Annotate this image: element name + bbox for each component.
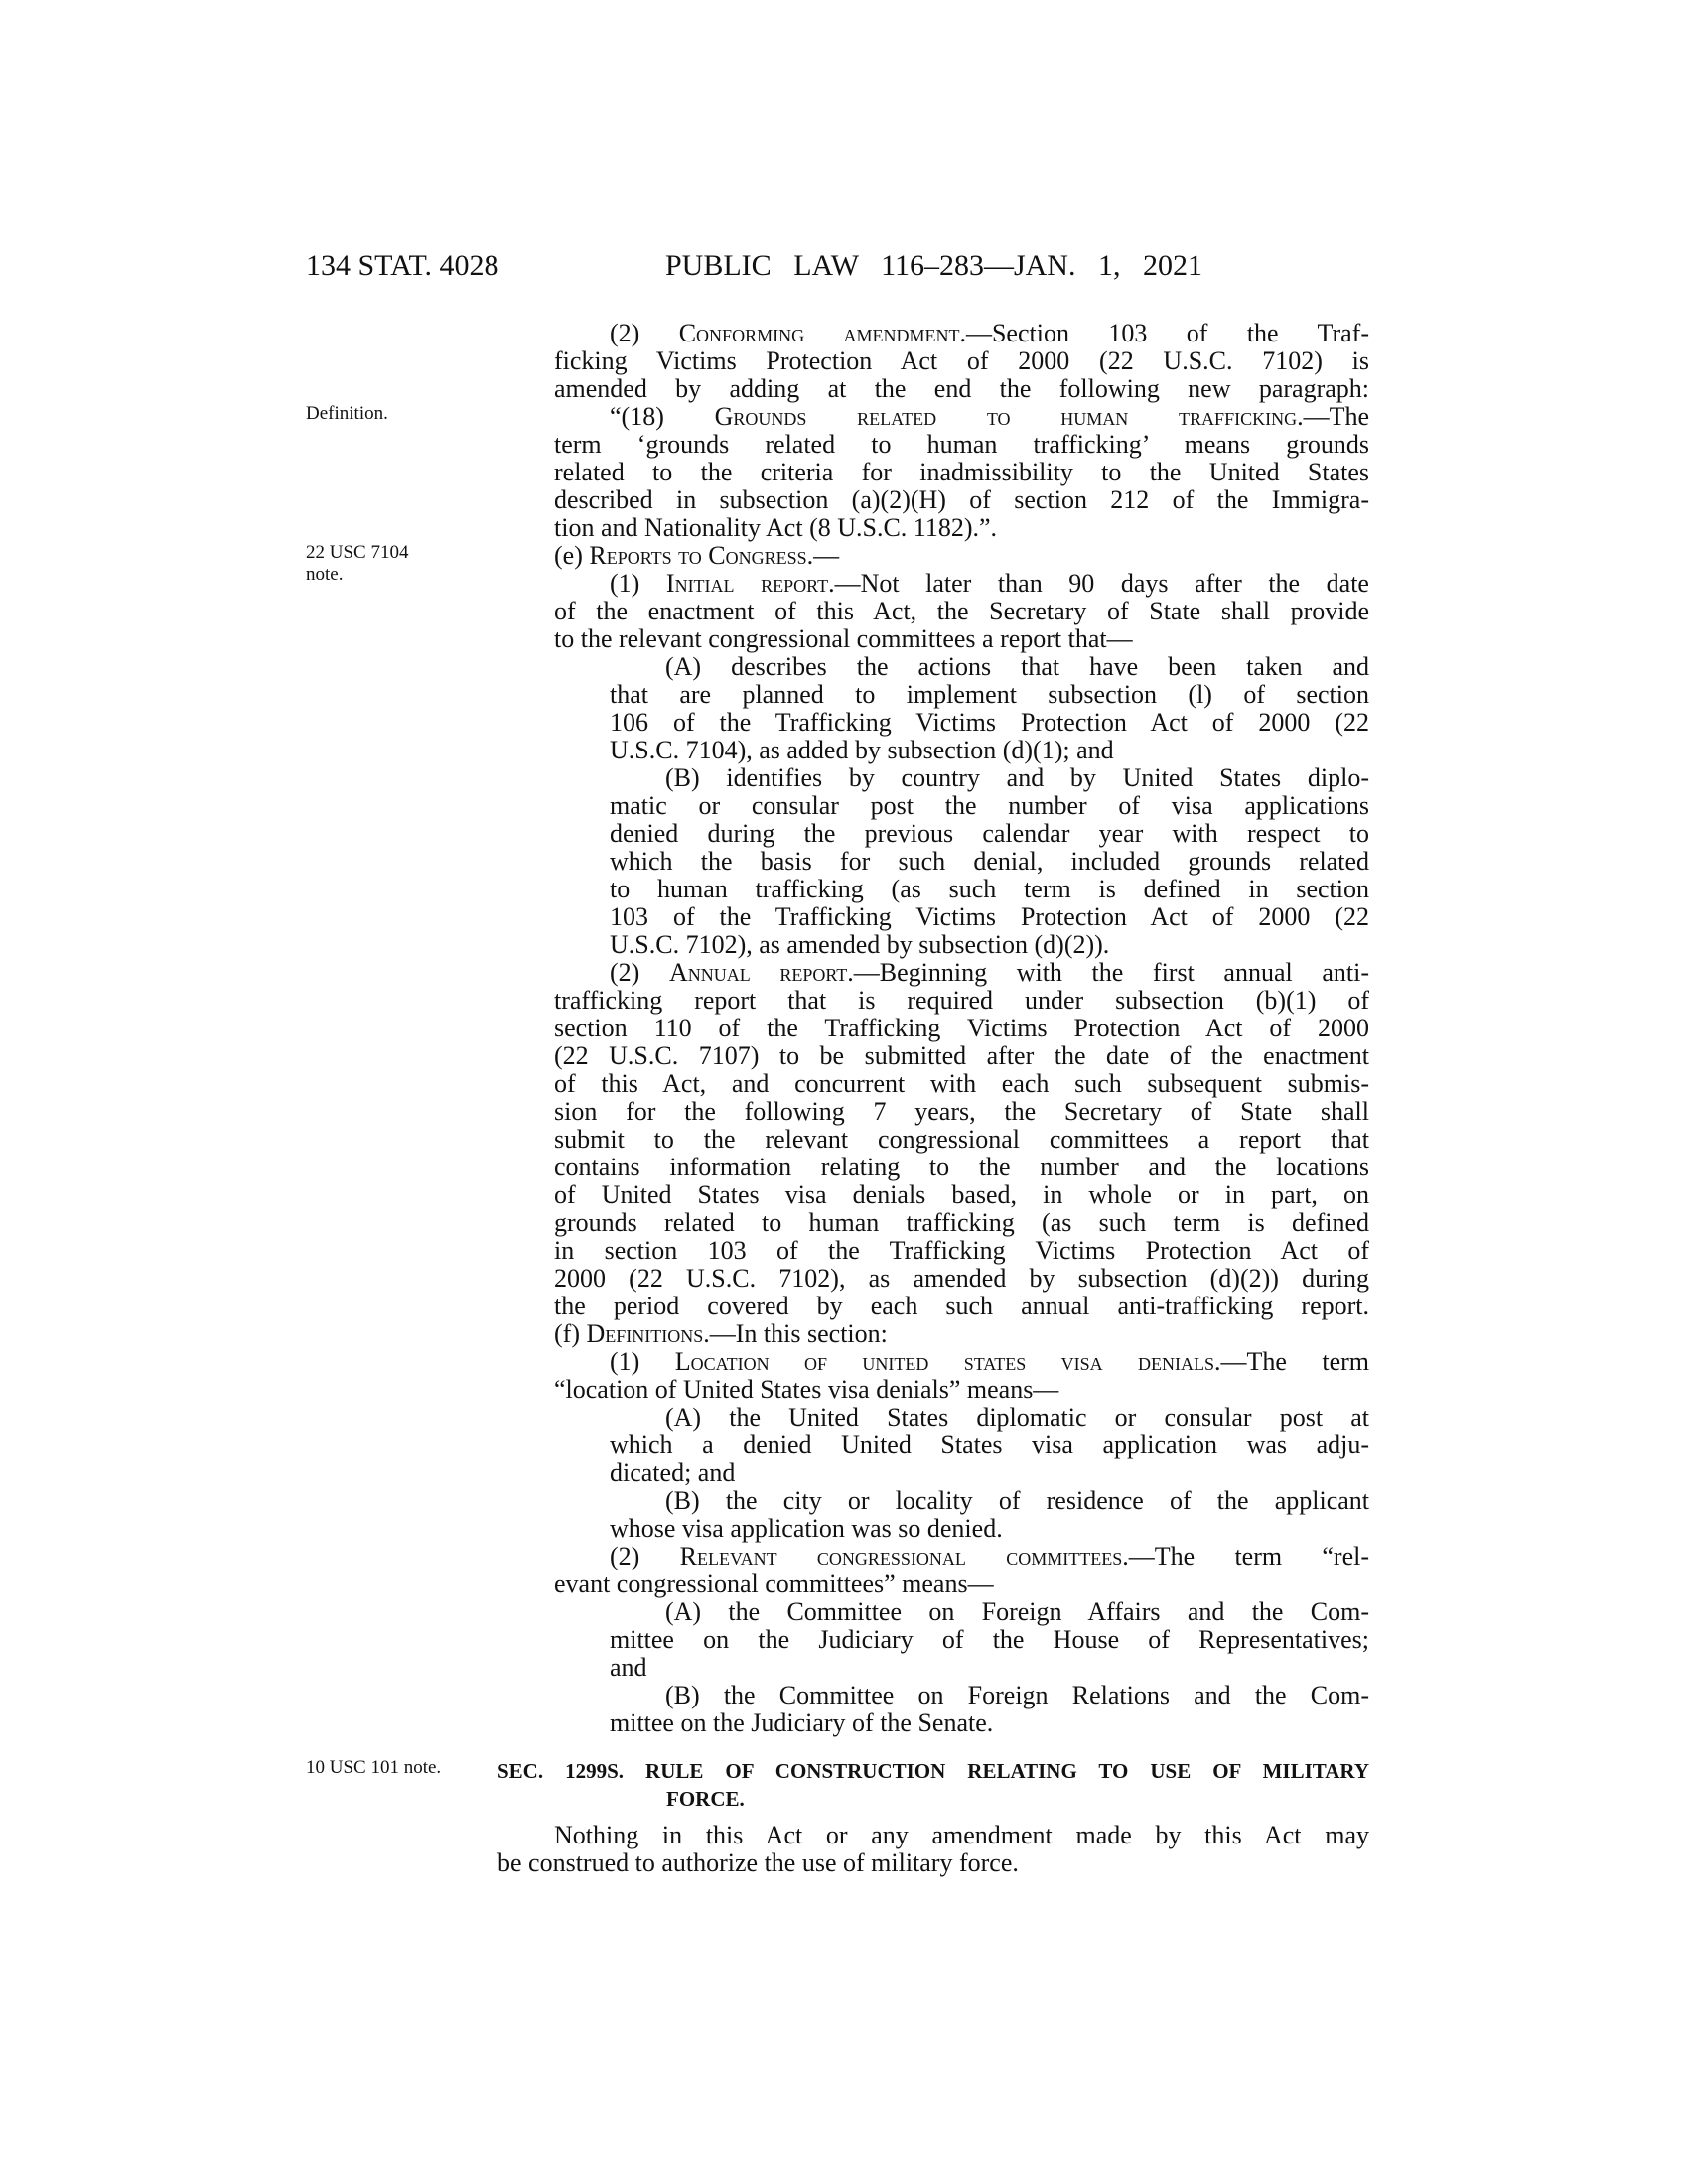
text-line: grounds related to human trafficking (as such term is defined [554,1208,1369,1237]
text-line: Nothing in this Act or any amendment made by this Act may [554,1821,1369,1849]
text-line: term ‘grounds related to human trafficking’ means grounds [554,430,1369,459]
text-line: 2000 (22 U.S.C. 7102), as amended by subsection (d)(2)) during [554,1264,1369,1293]
text-line: in section 103 of the Trafficking Victims Protection Act of [554,1236,1369,1265]
text-line: sion for the following 7 years, the Secretary of State shall [554,1097,1369,1126]
text-line: (1) Location of united states visa denials.—The term [610,1347,1369,1376]
text-line: of United States visa denials based, in whole or in part, on [554,1180,1369,1209]
text-line: the period covered by each such annual anti-trafficking report. [554,1292,1369,1320]
margin-note-usc: 22 USC 7104 [306,542,409,563]
text-line: (B) the Committee on Foreign Relations and the Com- [665,1681,1369,1709]
text-line: described in subsection (a)(2)(H) of section 212 of the Immigra- [554,485,1369,514]
text-line: matic or consular post the number of visa applications [610,791,1369,820]
text-line: 106 of the Trafficking Victims Protection Act of 2000 (22 [610,708,1369,737]
text-line: which a denied United States visa application was adju- [610,1431,1369,1459]
text-line: of this Act, and concurrent with each such subsequent submis- [554,1069,1369,1098]
text-line: dicated; and [610,1458,736,1487]
running-head: PUBLIC LAW 116–283—JAN. 1, 2021 [665,249,1202,282]
text-line: and [610,1653,647,1682]
section-heading-line: SEC. 1299S. RULE OF CONSTRUCTION RELATING TO USE OF MILITARY [497,1759,1369,1783]
text-line: 103 of the Trafficking Victims Protection Act of 2000 (22 [610,902,1369,931]
text-line: ficking Victims Protection Act of 2000 (22 U.S.C. 7102) is [554,346,1369,375]
text-line: mittee on the Judiciary of the Senate. [610,1708,994,1737]
text-line: (1) Initial report.—Not later than 90 days after the date [610,569,1369,598]
section-body [497,1822,1369,1877]
body-text [554,320,1369,1737]
text-line: amended by adding at the end the following new paragraph: [554,374,1369,403]
section-heading-line: FORCE. [666,1787,745,1811]
text-line: of the enactment of this Act, the Secretary of State shall provide [554,597,1369,625]
text-line: tion and Nationality Act (8 U.S.C. 1182).”. [554,513,998,542]
text-line: (2) Annual report.—Beginning with the first annual anti- [610,958,1369,987]
text-line: (A) the Committee on Foreign Affairs and the Com- [665,1597,1369,1626]
text-line: whose visa application was so denied. [610,1514,1003,1543]
text-line: mittee on the Judiciary of the House of Representatives; [610,1625,1369,1654]
text-line: U.S.C. 7104), as added by subsection (d)(1); and [610,736,1114,764]
text-line: “(18) Grounds related to human trafficking.—The [610,402,1369,431]
text-line: trafficking report that is required under subsection (b)(1) of [554,986,1369,1015]
text-line: (2) Relevant congressional committees.—The term “rel- [610,1542,1370,1570]
text-line: to human trafficking (as such term is defined in section [610,875,1369,903]
text-line: “location of United States visa denials” means— [554,1375,1059,1404]
text-line: be construed to authorize the use of military force. [497,1848,1019,1877]
text-line: section 110 of the Trafficking Victims Protection Act of 2000 [554,1014,1369,1042]
text-line: (A) the United States diplomatic or consular post at [665,1403,1369,1432]
text-line: denied during the previous calendar year with respect to [610,819,1369,848]
text-line: U.S.C. 7102), as amended by subsection (d)(2)). [610,930,1110,959]
statute-page-number: 134 STAT. 4028 [306,249,499,282]
text-line: contains information relating to the number and the locations [554,1153,1369,1181]
text-line: (A) describes the actions that have been taken and [665,652,1369,681]
text-line: which the basis for such denial, included grounds related [610,847,1369,876]
margin-note-sec: 10 USC 101 note. [306,1757,442,1778]
text-line: (B) identifies by country and by United States diplo- [665,763,1369,792]
text-line: evant congressional committees” means— [554,1570,994,1598]
text-line: (B) the city or locality of residence of the applicant [665,1486,1369,1515]
text-line: (2) Conforming amendment.—Section 103 of the Traf- [610,319,1369,347]
text-line: (f) Definitions.—In this section: [554,1319,888,1348]
section-heading [497,1757,1369,1813]
margin-note-definition: Definition. [306,403,388,424]
text-line: related to the criteria for inadmissibility to the United States [554,458,1369,486]
text-line: to the relevant congressional committees a report that— [554,624,1133,653]
text-line: (e) Reports to Congress.— [554,541,840,570]
text-line: that are planned to implement subsection (l) of section [610,680,1369,709]
text-line: submit to the relevant congressional committees a report that [554,1125,1369,1154]
margin-note-note: note. [306,564,344,585]
text-line: (22 U.S.C. 7107) to be submitted after the date of the enactment [554,1041,1369,1070]
